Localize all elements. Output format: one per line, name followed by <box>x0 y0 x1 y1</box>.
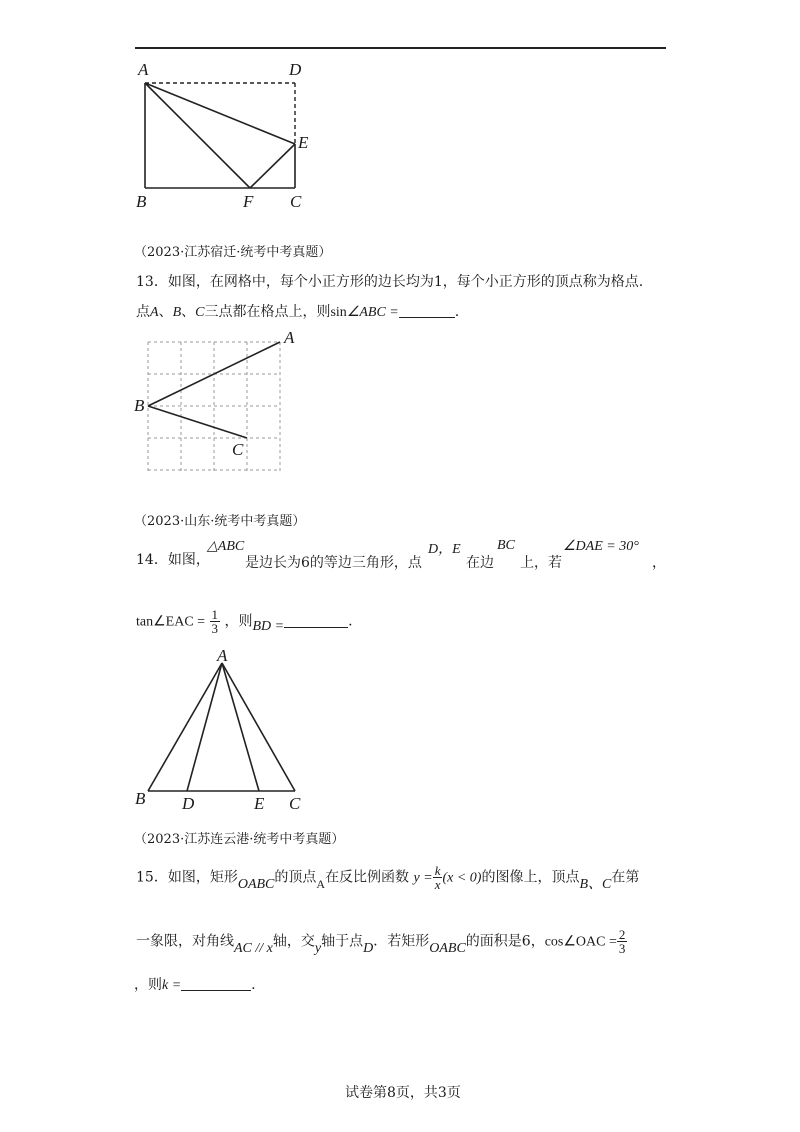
q13-answer-blank[interactable] <box>399 303 455 318</box>
q14-comma: ， <box>652 555 666 571</box>
q14-line2 <box>136 608 353 635</box>
q13-line1 <box>136 271 643 291</box>
q14-triangle: △ABC <box>207 539 245 554</box>
q14-answer-blank[interactable] <box>284 613 348 628</box>
segment-tri-ac <box>222 663 295 791</box>
q14-text4: ，则 <box>224 613 253 630</box>
label-f: F <box>243 192 254 211</box>
segment-tri-ab <box>148 663 222 791</box>
q15-text6: 一象限，对角线 <box>136 933 234 950</box>
q13-sin: sin <box>330 305 347 320</box>
q15-oabc-2: OABC <box>429 940 466 956</box>
q14-label-a: A <box>217 646 228 665</box>
segment-tri-ad <box>187 663 222 791</box>
q15-func-num: k <box>434 863 441 878</box>
q13-label-c: C <box>232 440 244 459</box>
q15-point-a: A <box>316 876 326 891</box>
label-c: C <box>290 192 302 211</box>
q15-point-d: D <box>363 940 374 956</box>
q13-text2a: 点 <box>136 304 150 320</box>
q14-bd: BD = <box>252 618 285 634</box>
q13-angle: ∠ABC = <box>346 305 399 320</box>
q15-ac-parallel: AC // x <box>234 940 273 956</box>
grid <box>148 342 280 472</box>
q14-label-d: D <box>182 794 195 813</box>
q14-intro: 如图， <box>167 552 210 568</box>
q13-end: . <box>454 304 460 320</box>
q14-label-b: B <box>135 789 146 808</box>
label-a: A <box>138 60 149 79</box>
q13-sep2: 、 <box>181 304 196 320</box>
q15-text7: 轴，交 <box>272 933 315 950</box>
q15-func-y: y = <box>413 870 433 886</box>
q15-cos-fraction <box>617 928 628 955</box>
segment-fe <box>250 144 295 188</box>
q13-source: （2023·江苏宿迁·统考中考真题） <box>134 245 332 260</box>
q15-oabc: OABC <box>237 876 275 892</box>
q15-text3: 在反比例函数 <box>325 869 410 886</box>
q15-y-axis: y <box>314 940 322 956</box>
q15-cos: cos∠OAC = <box>544 934 617 950</box>
label-d: D <box>289 60 302 79</box>
q15-text1: 如图，矩形 <box>167 869 238 886</box>
q13-point-a: A <box>150 305 159 320</box>
q14-side-bc: BC <box>497 538 515 553</box>
q14-tan: tan∠EAC = <box>136 614 206 630</box>
q13-text2b: 三点都在格点上，则 <box>204 304 331 320</box>
q15-text9: ．若矩形 <box>373 933 430 950</box>
label-b: B <box>136 192 147 211</box>
segment-tri-ae <box>222 663 259 791</box>
q14-frac-num: 1 <box>211 607 219 622</box>
q15-k: k = <box>162 978 182 993</box>
q15-text2: 的顶点 <box>274 869 317 886</box>
q13-number: 13． <box>136 274 168 290</box>
q15-text10: 的面积是6， <box>465 933 545 950</box>
q13-point-c: C <box>195 305 205 320</box>
q14-text2: 在边 <box>466 555 494 571</box>
q13-line2 <box>136 301 459 321</box>
q14-source: （2023·山东·统考中考真题） <box>134 514 306 529</box>
q14-condition: ∠DAE = 30° <box>563 539 639 554</box>
page-footer: 试卷第8页，共3页 <box>345 1085 461 1101</box>
q13-point-b: B <box>172 305 182 320</box>
q15-text8: 轴于点 <box>321 933 364 950</box>
q15-source: （2023·江苏连云港·统考中考真题） <box>134 832 345 847</box>
q15-answer-blank[interactable] <box>181 976 251 991</box>
q14-line1 <box>136 549 210 569</box>
q14-frac-den: 3 <box>211 621 219 636</box>
q15-func-cond: (x < 0) <box>442 870 482 886</box>
q15-line3 <box>134 974 256 994</box>
q14-text3: 上，若 <box>520 555 562 571</box>
q13-label-a: A <box>284 328 295 347</box>
q13-sep1: 、 <box>158 304 173 320</box>
q15-text4: 的图像上，顶点 <box>481 869 580 886</box>
segment-ae <box>145 83 295 144</box>
q15-line1 <box>136 864 639 891</box>
q15-line2 <box>136 928 627 955</box>
q15-number: 15． <box>136 869 168 886</box>
q15-func-den: x <box>434 877 441 892</box>
q14-text1: 是边长为6的等边三角形，点 <box>245 555 422 571</box>
q15-text11: ，则 <box>134 977 162 993</box>
q15-cos-den: 3 <box>618 941 626 956</box>
q13-label-b: B <box>134 396 145 415</box>
segment-af <box>145 83 250 188</box>
q15-text5: 在第 <box>611 869 640 886</box>
q15-cos-num: 2 <box>618 927 626 942</box>
q14-end: . <box>348 613 353 630</box>
label-e: E <box>298 133 309 152</box>
q14-fraction <box>210 608 221 635</box>
q15-func-fraction <box>433 864 443 891</box>
q13-text1: 如图，在网格中，每个小正方形的边长均为1，每个小正方形的顶点称为格点. <box>167 274 644 290</box>
segment-bc <box>148 406 247 438</box>
q15-end: . <box>251 977 256 993</box>
q14-label-c: C <box>289 794 301 813</box>
q14-label-e: E <box>254 794 265 813</box>
q14-points-de: D，E <box>428 542 461 557</box>
q14-number: 14． <box>136 552 168 568</box>
q15-points-bc: B、C <box>579 876 612 892</box>
